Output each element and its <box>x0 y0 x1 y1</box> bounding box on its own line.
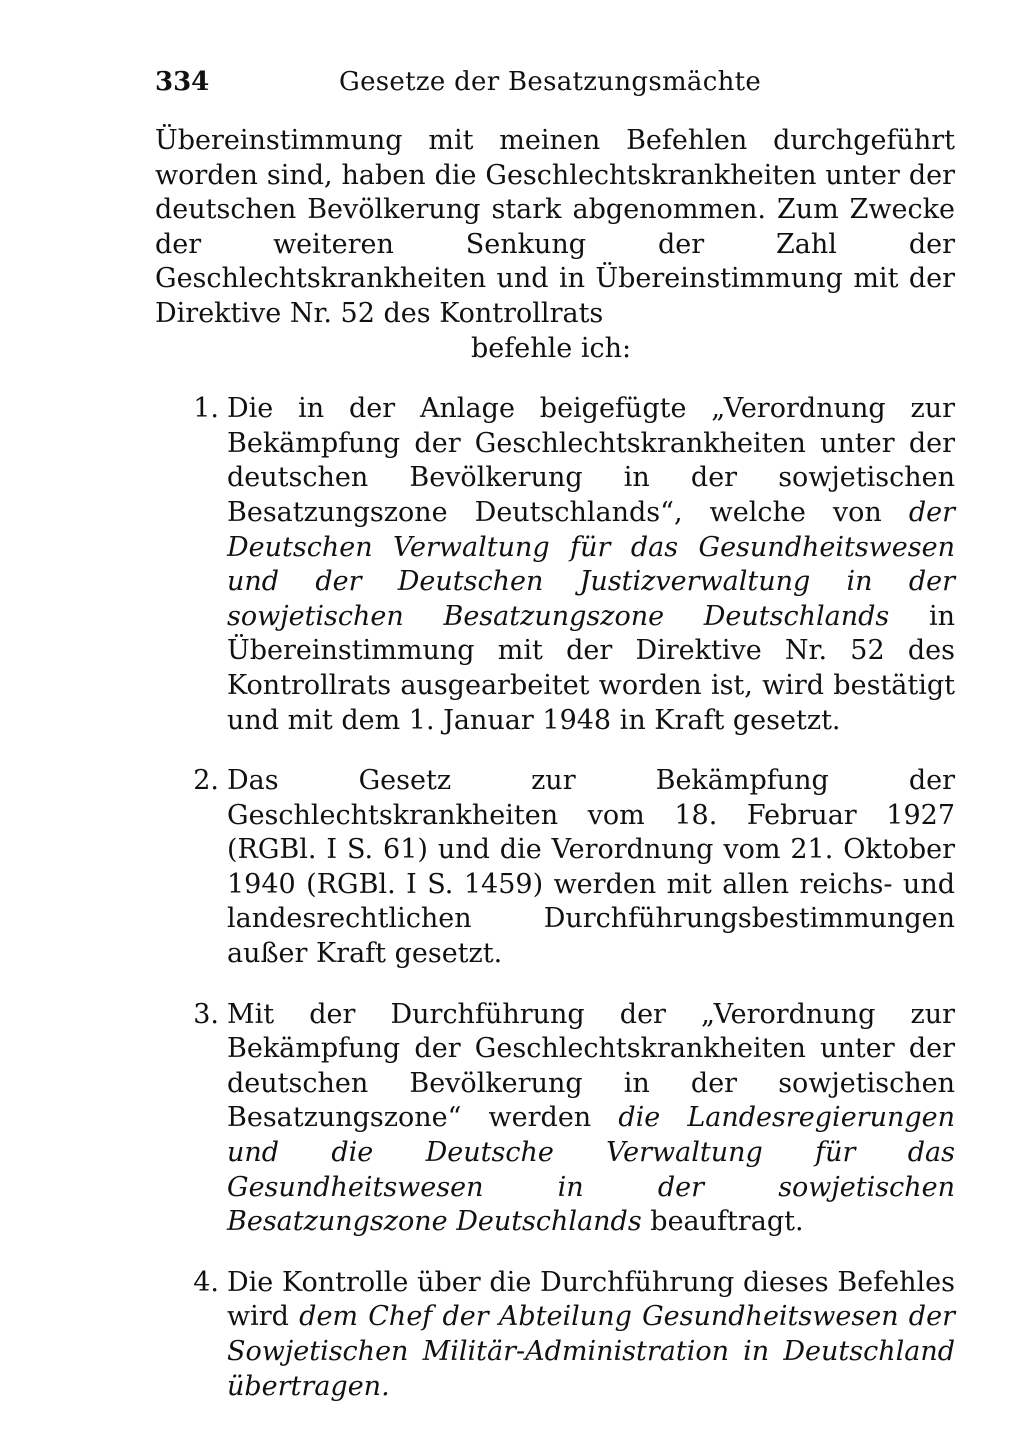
list-item <box>155 1266 955 1404</box>
item-text-part: Die in der Anlage beigefügte „Verordnung zur Bekämpfung der Geschlechtskrankheiten unter der deutschen Bevölkerung in der sowjetischen Besatzungszone Deutschlands“, welche von <box>227 393 955 528</box>
page-number: 334 <box>155 67 210 97</box>
list-item <box>155 998 955 1240</box>
item-text-part: beauftragt. <box>641 1206 804 1238</box>
item-text-part: in Übereinstimmung mit der Direktive Nr. 52 des Kontrollrats ausgearbeitet worden ist, wird bestätigt und mit dem 1. Januar 1948 in Kraft gesetzt. <box>227 600 955 736</box>
item-text <box>227 998 955 1240</box>
item-text-part: Die Kontrolle über die Durchführung dieses Befehles wird <box>227 1266 955 1333</box>
item-text-italic: dem Chef der Abteilung Gesundheitswesen der Sowjetischen Militär-Administration in Deutschland übertragen. <box>227 1301 955 1402</box>
item-text-part: Mit der Durchführung der „Verordnung zur Bekämpfung der Geschlechtskrankheiten unter der deutschen Bevölkerung in der sowjetischen Besatzungszone“ werden <box>227 998 955 1134</box>
item-number: 4. <box>193 1266 219 1298</box>
item-text-italic: der Deutschen Verwaltung für das Gesundheitswesen und der Deutschen Justizverwaltung in der sowjetischen Besatzungszone Deutschlands <box>227 496 955 632</box>
intro-paragraph: Übereinstimmung mit meinen Befehlen durchgeführt worden sind, haben die Geschlechtskrankheiten unter der deutschen Bevölkerung stark abgenommen. Zum Zwecke der weiteren Senkung der Zahl der Geschlechtskrankheiten und in Übereinstimmung mit der Direktive Nr. 52 des Kontrollrats <box>155 125 955 329</box>
running-title: Gesetze der Besatzungsmächte <box>339 67 762 97</box>
item-text <box>227 764 955 972</box>
running-header <box>155 62 955 102</box>
item-text-italic: die Landesregierungen und die Deutsche Verwaltung für das Gesundheitswesen in der sowjetischen Besatzungszone Deutschlands <box>227 1102 956 1238</box>
document-page <box>155 62 955 1430</box>
list-item <box>155 764 955 972</box>
command-line: befehle ich: <box>471 332 632 364</box>
item-text <box>227 1266 955 1404</box>
list-item <box>155 392 955 738</box>
order-list <box>155 392 955 1404</box>
item-number: 2. <box>193 765 219 797</box>
item-number: 3. <box>193 998 219 1030</box>
body-text <box>155 124 955 1404</box>
item-text <box>227 392 955 738</box>
item-number: 1. <box>193 393 219 425</box>
item-text-part: Das Gesetz zur Bekämpfung der Geschlechtskrankheiten vom 18. Februar 1927 (RGBl. I S. 61) und die Verordnung vom 21. Oktober 1940 (RGBl. I S. 1459) werden mit allen reichs- und landesrechtlichen Durchführungsbestimmungen außer Kraft gesetzt. <box>227 765 955 970</box>
